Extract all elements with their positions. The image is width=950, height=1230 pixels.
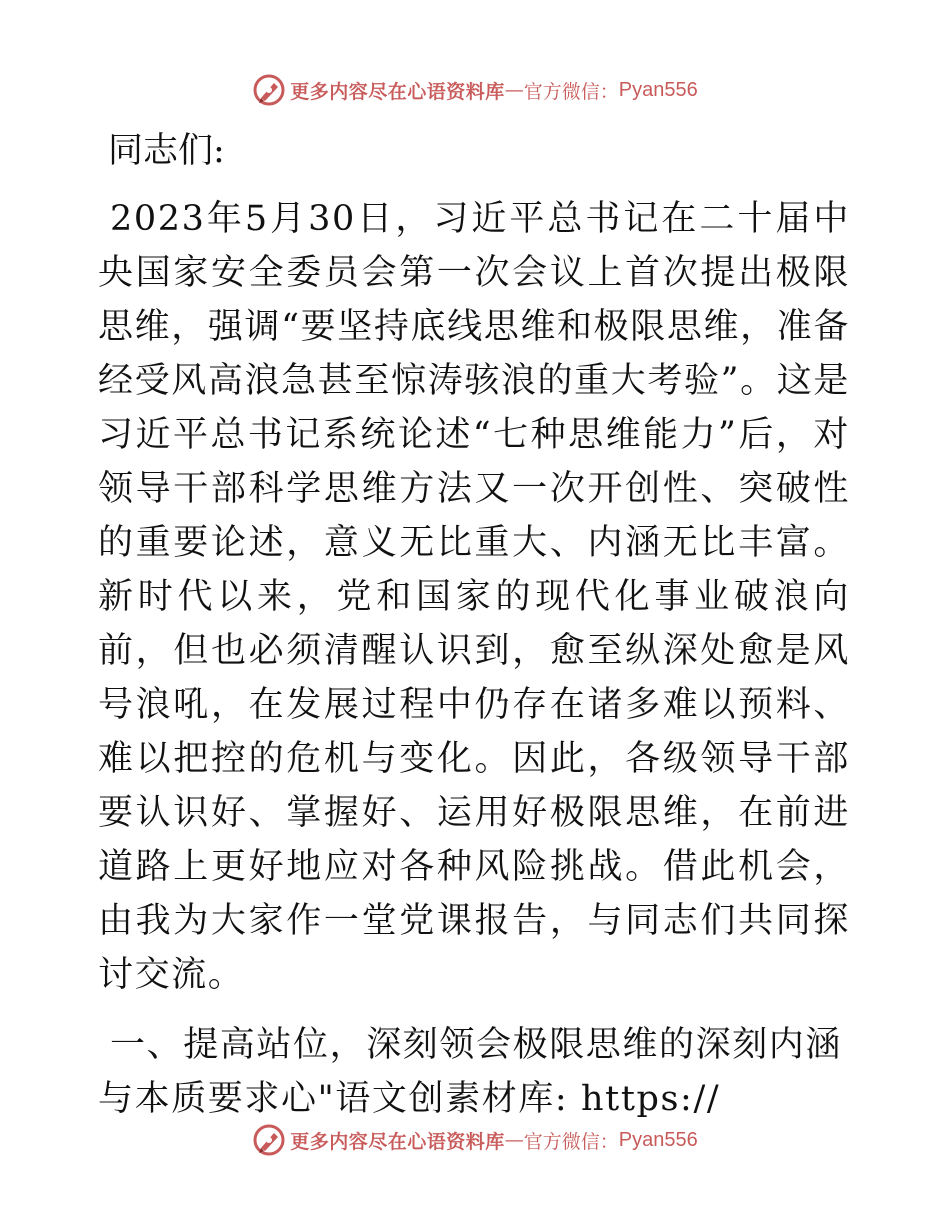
watermark-separator: — — [504, 79, 524, 101]
watermark-site-text: 更多内容尽在心语资料库 — [290, 80, 505, 103]
watermark-wechat-label: 官方微信 — [523, 1130, 600, 1153]
watermark-colon: ： — [599, 1130, 619, 1153]
pen-logo-icon — [252, 1123, 286, 1157]
watermark-wechat-id: Pyan556 — [618, 78, 698, 101]
intro-paragraph-text: 2023年5月30日，习近平总书记在二十届中央国家安全委员会第一次会议上首次提出极限思维，强调“要坚持底线思维和极限思维，准备经受风高浪急甚至惊涛骇浪的重大考验”。这是习近平总书记系统论述“七种思维能力”后，对领导干部科学思维方法又一次开创性、突破性的重要论述，意义无比重大、内涵无比丰富。新时代以来，党和国家的现代化事业破浪向前，但也必须清醒认识到，愈至纵深处愈是风号浪吼，在发展过程中仍存在诸多难以预料、难以把控的危机与变化。因此，各级领导干部要认识好、掌握好、运用好极限思维，在前进道路上更好地应对各种风险挑战。借此机会，由我为大家作一堂党课报告，与同志们共同探讨交流。 — [98, 199, 850, 995]
watermark-banner-top — [0, 70, 950, 110]
watermark-colon: ： — [599, 80, 619, 103]
section-heading-text: 一、提高站位，深刻领会极限思维的深刻内涵与本质要求心"语文创素材库: https:// — [98, 1025, 843, 1119]
section-heading — [98, 1018, 850, 1126]
watermark-site-text: 更多内容尽在心语资料库 — [290, 1130, 505, 1153]
watermark-wechat-id: Pyan556 — [618, 1128, 698, 1151]
intro-paragraph — [98, 192, 850, 1002]
watermark-separator: — — [504, 1129, 524, 1151]
watermark-wechat-label: 官方微信 — [523, 80, 600, 103]
greeting: 同志们: — [108, 131, 225, 171]
document-body — [98, 124, 850, 1126]
pen-logo-icon — [252, 73, 286, 107]
watermark-banner-bottom — [0, 1120, 950, 1160]
